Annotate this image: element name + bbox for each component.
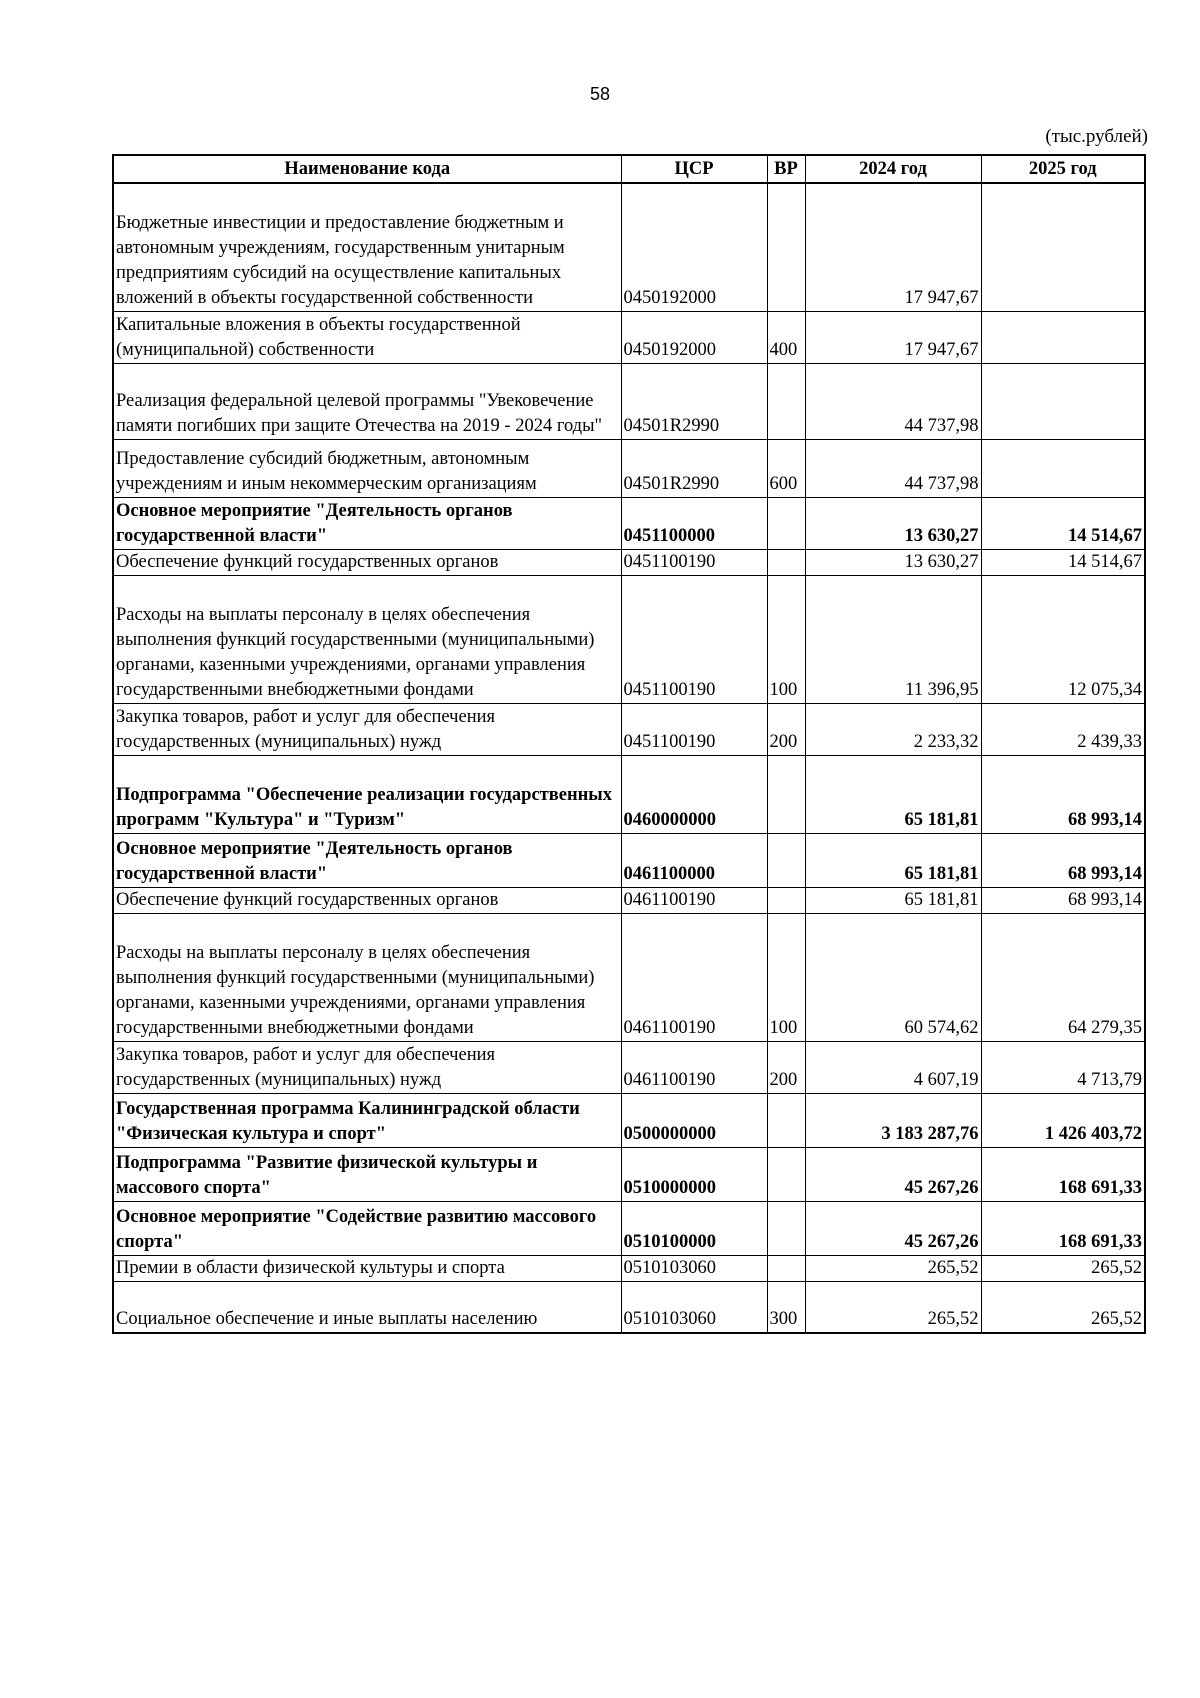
- table-row: [113, 575, 1145, 703]
- cell-vr: [767, 363, 805, 439]
- table-row: [113, 1201, 1145, 1255]
- table-row: [113, 183, 1145, 311]
- cell-name: Основное мероприятие "Деятельность органов государственной власти": [113, 833, 621, 887]
- cell-csr: 0510000000: [621, 1147, 767, 1201]
- cell-vr: [767, 497, 805, 549]
- cell-name: Государственная программа Калининградской области "Физическая культура и спорт": [113, 1093, 621, 1147]
- cell-csr: 0451100190: [621, 549, 767, 575]
- cell-csr: 0450192000: [621, 183, 767, 311]
- cell-name: Закупка товаров, работ и услуг для обеспечения государственных (муниципальных) нужд: [113, 703, 621, 755]
- cell-2024: 3 183 287,76: [805, 1093, 981, 1147]
- cell-name: Расходы на выплаты персоналу в целях обеспечения выполнения функций государственными (муниципальными) органами, казенными учреждениями, органами управления государственными внебюджетными фондами: [113, 575, 621, 703]
- cell-name: Подпрограмма "Обеспечение реализации государственных программ "Культура" и "Туризм": [113, 755, 621, 833]
- table-row: [113, 833, 1145, 887]
- cell-2024: 2 233,32: [805, 703, 981, 755]
- table-row: [113, 497, 1145, 549]
- cell-csr: 0500000000: [621, 1093, 767, 1147]
- cell-name: Предоставление субсидий бюджетным, автономным учреждениям и иным некоммерческим организациям: [113, 439, 621, 497]
- cell-vr: [767, 1201, 805, 1255]
- cell-csr: 04501R2990: [621, 363, 767, 439]
- cell-2024: 44 737,98: [805, 363, 981, 439]
- cell-name: Капитальные вложения в объекты государственной (муниципальной) собственности: [113, 311, 621, 363]
- cell-2025: 14 514,67: [981, 497, 1145, 549]
- cell-2024: 265,52: [805, 1281, 981, 1333]
- cell-csr: 0461100190: [621, 887, 767, 913]
- cell-csr: 0460000000: [621, 755, 767, 833]
- cell-name: Подпрограмма "Развитие физической культуры и массового спорта": [113, 1147, 621, 1201]
- cell-2025: 2 439,33: [981, 703, 1145, 755]
- cell-2025: 168 691,33: [981, 1201, 1145, 1255]
- table-row: [113, 887, 1145, 913]
- cell-vr: 200: [767, 1041, 805, 1093]
- header-name: Наименование кода: [113, 155, 621, 183]
- cell-2025: [981, 183, 1145, 311]
- cell-2025: [981, 363, 1145, 439]
- cell-vr: [767, 1255, 805, 1281]
- cell-vr: [767, 833, 805, 887]
- cell-csr: 0510100000: [621, 1201, 767, 1255]
- cell-csr: 0451100190: [621, 703, 767, 755]
- cell-2024: 17 947,67: [805, 311, 981, 363]
- cell-vr: 300: [767, 1281, 805, 1333]
- table-row: [113, 1281, 1145, 1333]
- page-number: 58: [589, 84, 611, 104]
- table-row: [113, 311, 1145, 363]
- header-csr: ЦСР: [621, 155, 767, 183]
- cell-name: Основное мероприятие "Деятельность органов государственной власти": [113, 497, 621, 549]
- cell-2024: 45 267,26: [805, 1147, 981, 1201]
- cell-2025: 265,52: [981, 1255, 1145, 1281]
- cell-2024: 60 574,62: [805, 913, 981, 1041]
- cell-2024: 11 396,95: [805, 575, 981, 703]
- cell-2025: 14 514,67: [981, 549, 1145, 575]
- cell-vr: 200: [767, 703, 805, 755]
- table-row: [113, 363, 1145, 439]
- cell-vr: [767, 1093, 805, 1147]
- table-row: [113, 1041, 1145, 1093]
- cell-vr: [767, 549, 805, 575]
- cell-2024: 4 607,19: [805, 1041, 981, 1093]
- cell-name: Социальное обеспечение и иные выплаты населению: [113, 1281, 621, 1333]
- cell-2024: 13 630,27: [805, 497, 981, 549]
- cell-2025: 64 279,35: [981, 913, 1145, 1041]
- cell-vr: 400: [767, 311, 805, 363]
- table-row: [113, 703, 1145, 755]
- cell-vr: [767, 887, 805, 913]
- cell-name: Обеспечение функций государственных органов: [113, 549, 621, 575]
- cell-2025: [981, 311, 1145, 363]
- cell-csr: 0450192000: [621, 311, 767, 363]
- cell-vr: 600: [767, 439, 805, 497]
- cell-2024: 65 181,81: [805, 833, 981, 887]
- table-row: [113, 549, 1145, 575]
- cell-2024: 65 181,81: [805, 755, 981, 833]
- cell-2025: 4 713,79: [981, 1041, 1145, 1093]
- header-2025: 2025 год: [981, 155, 1145, 183]
- cell-csr: 0451100190: [621, 575, 767, 703]
- header-vr: ВР: [767, 155, 805, 183]
- cell-name: Бюджетные инвестиции и предоставление бюджетным и автономным учреждениям, государственным унитарным предприятиям субсидий на осуществление капитальных вложений в объекты государственной собственности: [113, 183, 621, 311]
- cell-vr: 100: [767, 575, 805, 703]
- cell-csr: 0461100190: [621, 1041, 767, 1093]
- cell-csr: 04501R2990: [621, 439, 767, 497]
- cell-2024: 13 630,27: [805, 549, 981, 575]
- cell-2025: 265,52: [981, 1281, 1145, 1333]
- cell-csr: 0510103060: [621, 1281, 767, 1333]
- cell-2024: 44 737,98: [805, 439, 981, 497]
- cell-csr: 0510103060: [621, 1255, 767, 1281]
- cell-vr: [767, 755, 805, 833]
- cell-2025: [981, 439, 1145, 497]
- cell-name: Обеспечение функций государственных органов: [113, 887, 621, 913]
- cell-2024: 45 267,26: [805, 1201, 981, 1255]
- cell-2025: 68 993,14: [981, 755, 1145, 833]
- cell-name: Реализация федеральной целевой программы "Увековечение памяти погибших при защите Отечества на 2019 - 2024 годы": [113, 363, 621, 439]
- cell-2024: 265,52: [805, 1255, 981, 1281]
- cell-2024: 17 947,67: [805, 183, 981, 311]
- cell-name: Основное мероприятие "Содействие развитию массового спорта": [113, 1201, 621, 1255]
- cell-2025: 68 993,14: [981, 887, 1145, 913]
- units-label: (тыс.рублей): [1045, 126, 1148, 147]
- cell-2025: 1 426 403,72: [981, 1093, 1145, 1147]
- table-row: [113, 439, 1145, 497]
- budget-table: [112, 154, 1146, 1334]
- cell-name: Закупка товаров, работ и услуг для обеспечения государственных (муниципальных) нужд: [113, 1041, 621, 1093]
- cell-csr: 0451100000: [621, 497, 767, 549]
- cell-vr: 100: [767, 913, 805, 1041]
- cell-vr: [767, 183, 805, 311]
- cell-2025: 68 993,14: [981, 833, 1145, 887]
- cell-vr: [767, 1147, 805, 1201]
- cell-2024: 65 181,81: [805, 887, 981, 913]
- cell-name: Расходы на выплаты персоналу в целях обеспечения выполнения функций государственными (муниципальными) органами, казенными учреждениями, органами управления государственными внебюджетными фондами: [113, 913, 621, 1041]
- table-header-row: [113, 155, 1145, 183]
- table-row: [113, 1093, 1145, 1147]
- cell-2025: 12 075,34: [981, 575, 1145, 703]
- cell-csr: 0461100190: [621, 913, 767, 1041]
- table-row: [113, 913, 1145, 1041]
- table-body: [113, 183, 1145, 1333]
- table-row: [113, 1147, 1145, 1201]
- table-row: [113, 755, 1145, 833]
- cell-name: Премии в области физической культуры и спорта: [113, 1255, 621, 1281]
- cell-csr: 0461100000: [621, 833, 767, 887]
- header-2024: 2024 год: [805, 155, 981, 183]
- table-row: [113, 1255, 1145, 1281]
- cell-2025: 168 691,33: [981, 1147, 1145, 1201]
